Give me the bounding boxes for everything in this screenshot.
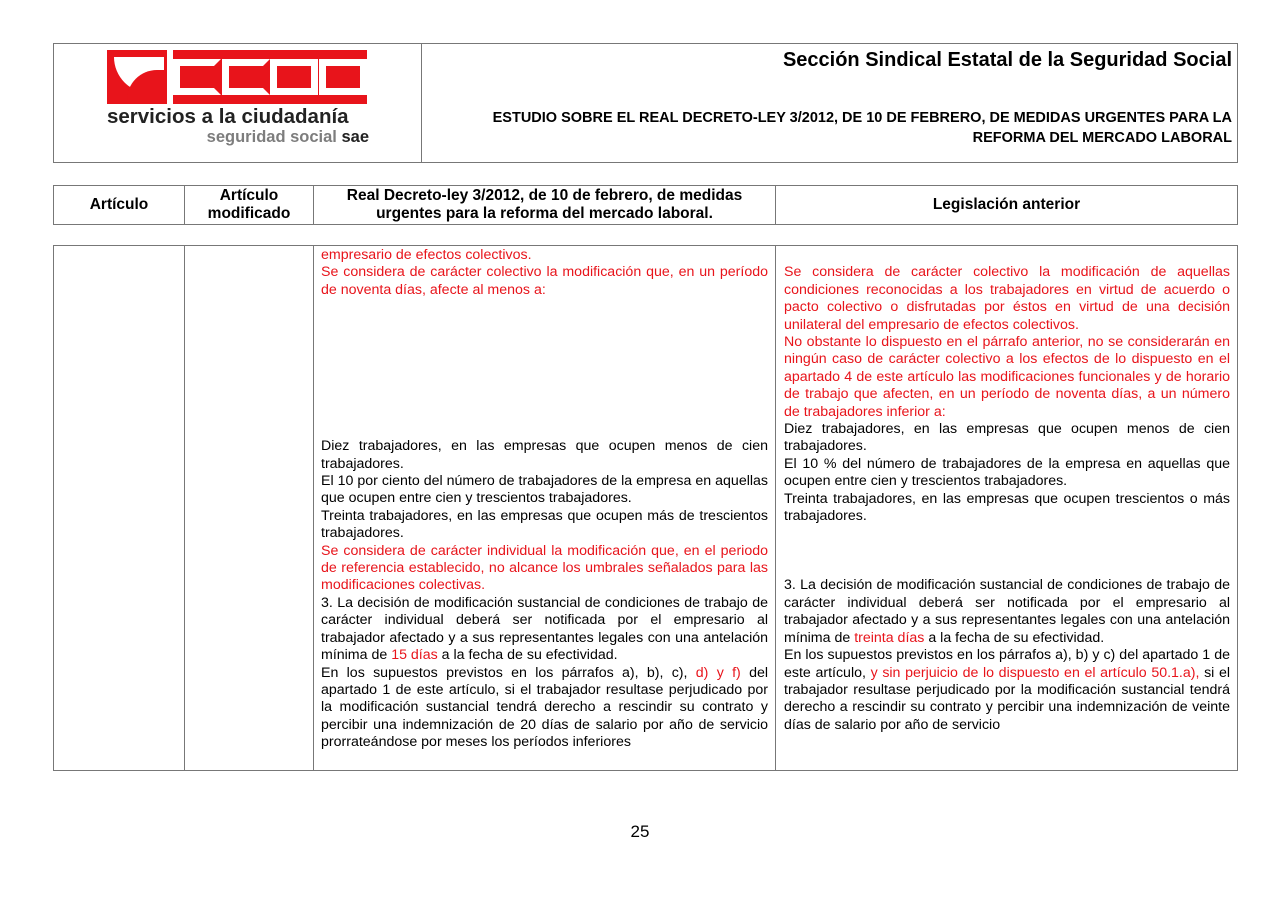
cell-old-text: [776, 246, 1237, 770]
old-paragraph: Treinta trabajadores, en las empresas que ocupen trescientos o más trabajadores.: [784, 490, 1230, 525]
study-title: ESTUDIO SOBRE EL REAL DECRETO-LEY 3/2012, DE 10 DE FEBRERO, DE MEDIDAS URGENTES PARA LA REFORMA DEL MERCADO LABORAL: [492, 110, 1232, 146]
logo-subtagline: seguridad social sae: [206, 128, 369, 146]
column-header-articulo: Artículo: [54, 186, 185, 224]
section-title: Sección Sindical Estatal de la Seguridad Social: [782, 49, 1232, 71]
ccoo-letters-logo: [173, 50, 367, 104]
cell-new-text: [314, 246, 776, 770]
new-paragraph: Se considera de carácter individual la modificación que, en el periodo de referencia establecido, no alcance los umbrales señalados para las modificaciones colectivas.: [321, 542, 768, 594]
old-paragraph: No obstante lo dispuesto en el párrafo anterior, no se considerarán en ningún caso de carácter colectivo a los efectos de lo dispuesto en el apartado 4 de este artículo las modificaciones funcionales y de horario de trabajo que afecten, en un período de noventa días, a un número de trabajadores inferior a:: [784, 334, 1230, 420]
old-paragraph: En los supuestos previstos en los párrafos a), b) y c) del apartado 1 de este artículo, y sin perjuicio de lo dispuesto en el artículo 50.1.a), si el trabajador resultase perjudicado por la modificación sustancial tendrá derecho a rescindir su contrato y percibir una indemnización de veinte días de salario por año de servicio: [784, 647, 1231, 733]
old-paragraph: El 10 % del número de trabajadores de la empresa en aquellas que ocupen entre cien y trescientos trabajadores.: [784, 455, 1230, 490]
cell-articulo: [54, 246, 185, 770]
comparison-table: [53, 245, 1238, 771]
new-paragraph: Diez trabajadores, en las empresas que ocupen menos de cien trabajadores.: [321, 438, 768, 472]
spacer: [784, 247, 1230, 264]
ccoo-emblem-icon: [107, 50, 167, 104]
old-paragraph: 3. La decisión de modificación sustancial de condiciones de trabajo de carácter individual deberá ser notificada por el empresario al trabajador afectado y a sus representantes legales con una antelación mínima de treinta días a la fecha de su efectividad.: [784, 577, 1230, 646]
old-paragraph: Diez trabajadores, en las empresas que ocupen menos de cien trabajadores.: [784, 421, 1230, 455]
cell-articulo-modificado: [185, 246, 314, 770]
document-header: [53, 43, 1238, 163]
new-paragraph: empresario de efectos colectivos.: [321, 247, 532, 263]
new-paragraph: El 10 por ciento del número de trabajadores de la empresa en aquellas que ocupen entre cien y trescientos trabajadores.: [321, 473, 768, 507]
new-paragraph: Se considera de carácter colectivo la modificación que, en un período de noventa días, afecte al menos a:: [321, 264, 768, 298]
new-paragraph: Treinta trabajadores, en las empresas que ocupen más de trescientos trabajadores.: [321, 507, 768, 542]
old-paragraph: Se considera de carácter colectivo la modificación de aquellas condiciones reconocidas a los trabajadores en virtud de acuerdo o pacto colectivo o disfrutadas por éstos en virtud de una decisión unilateral del empresario de efectos colectivos.: [784, 264, 1230, 333]
column-header-articulo-modificado: Artículo modificado: [185, 186, 314, 224]
new-paragraph: En los supuestos previstos en los párrafos a), b), c), d) y f) del apartado 1 de este artículo, si el trabajador resultase perjudicado por la modificación sustancial tendrá derecho a rescindir su contrato y percibir una indemnización de 20 días de salario por año de servicio prorrateándose por meses los períodos inferiores: [321, 664, 768, 751]
logo: [54, 44, 422, 162]
column-header-real-decreto: Real Decreto-ley 3/2012, de 10 de febrero, de medidas urgentes para la reforma del mercado laboral.: [314, 186, 776, 224]
column-header-legislacion-anterior: Legislación anterior: [932, 196, 1081, 213]
logo-tagline: servicios a la ciudadanía: [107, 105, 349, 128]
header-titles: [422, 44, 1237, 162]
page-number: 25: [630, 822, 650, 841]
new-paragraph: 3. La decisión de modificación sustancial de condiciones de trabajo de carácter individual deberá ser notificada por el empresario al trabajador afectado y a sus representantes legales con una antelación mínima de 15 días a la fecha de su efectividad.: [321, 594, 768, 664]
table-column-headers: [53, 185, 1238, 225]
